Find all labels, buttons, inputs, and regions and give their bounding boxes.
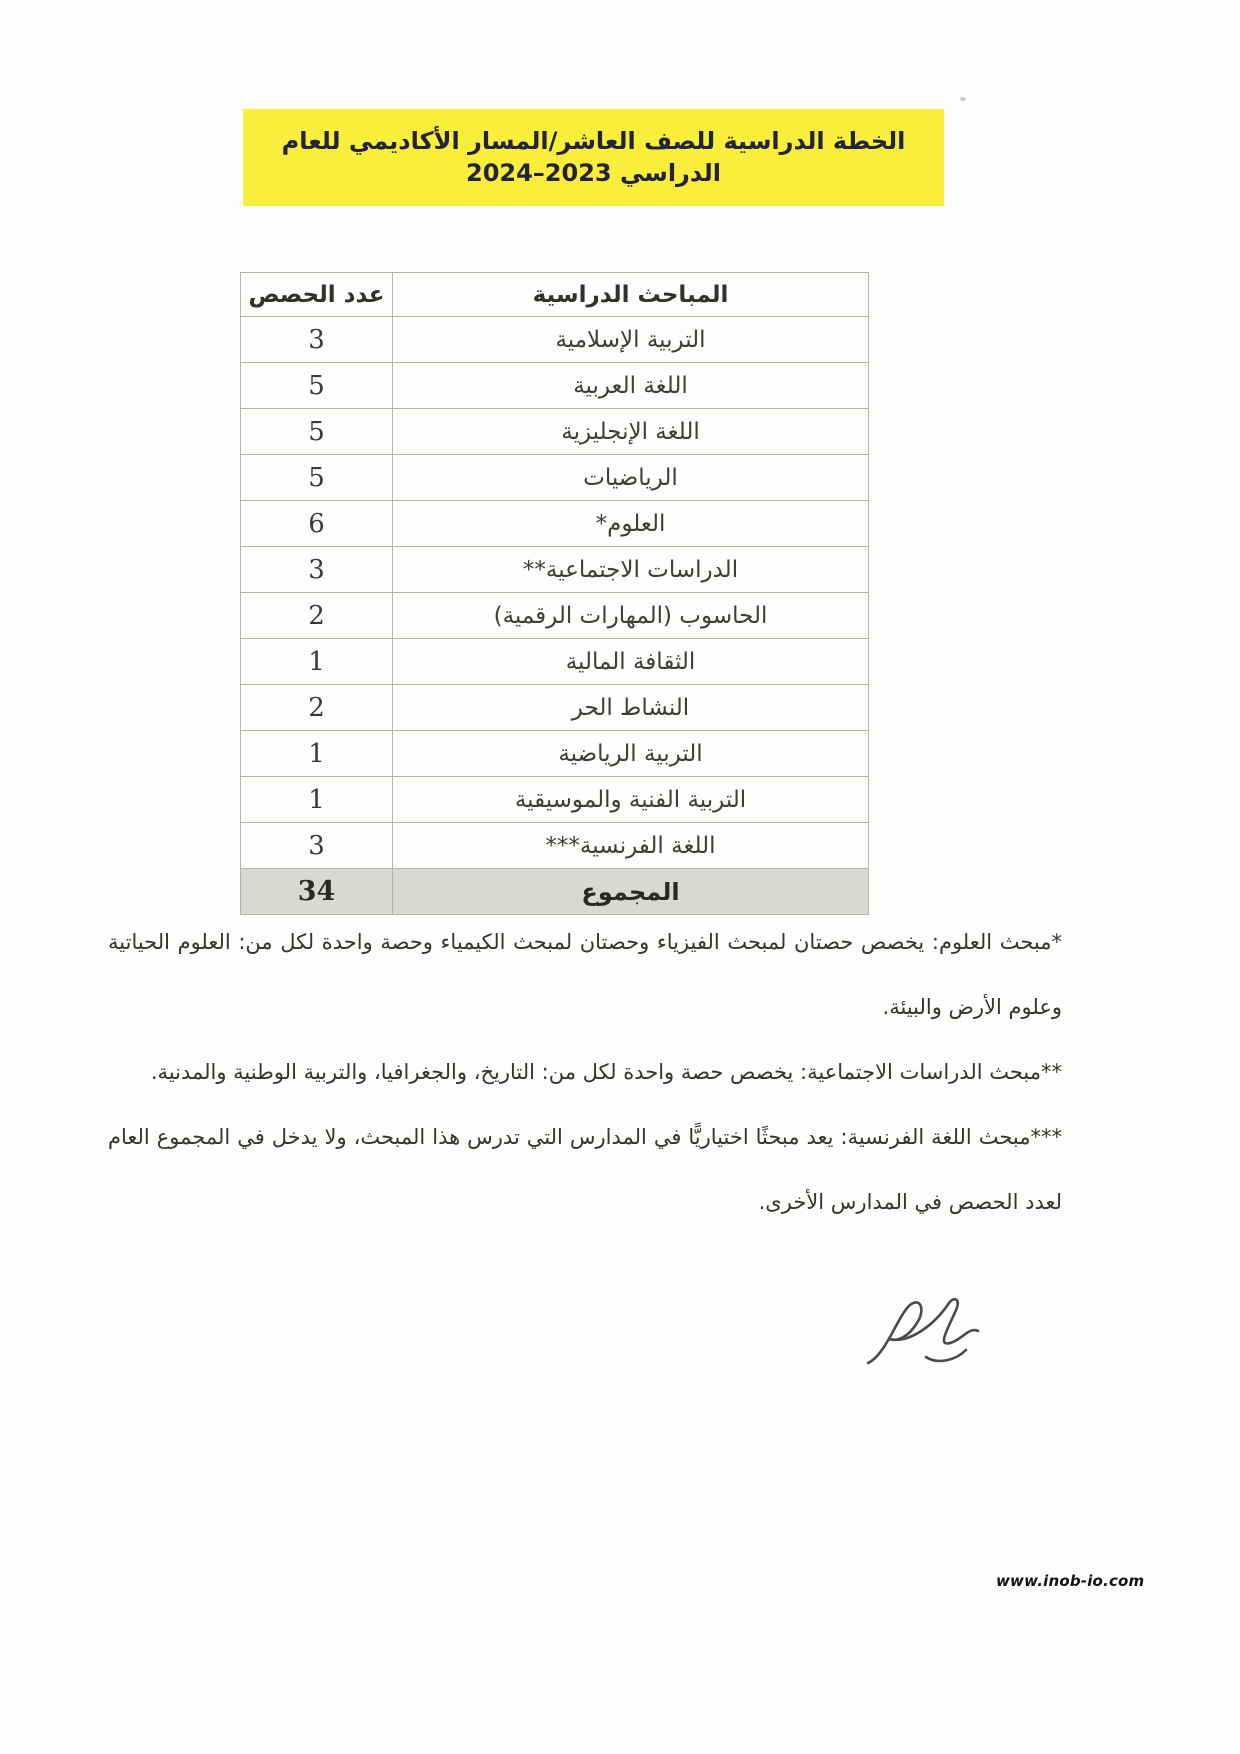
subject-cell: اللغة الإنجليزية <box>393 409 869 455</box>
document-title-highlight <box>243 109 944 206</box>
subject-cell: التربية الفنية والموسيقية <box>393 777 869 823</box>
periods-cell: 5 <box>241 455 393 501</box>
periods-cell: 3 <box>241 317 393 363</box>
table-row <box>241 823 869 869</box>
watermark-text: www.inob-io.com <box>996 1572 1145 1590</box>
periods-cell: 5 <box>241 363 393 409</box>
periods-cell: 1 <box>241 639 393 685</box>
subject-cell: الثقافة المالية <box>393 639 869 685</box>
periods-cell: 3 <box>241 823 393 869</box>
periods-cell: 1 <box>241 731 393 777</box>
signature <box>858 1283 998 1383</box>
subject-cell: النشاط الحر <box>393 685 869 731</box>
periods-cell: 1 <box>241 777 393 823</box>
table-row <box>241 455 869 501</box>
scan-speck <box>960 97 966 101</box>
document-title: الخطة الدراسية للصف العاشر/المسار الأكاديمي للعام الدراسي 2023–2024 <box>281 127 906 187</box>
subject-cell: اللغة العربية <box>393 363 869 409</box>
total-value-cell: 34 <box>241 869 393 915</box>
footnote-french: ***مبحث اللغة الفرنسية: يعد مبحثًا اختياريًّا في المدارس التي تدرس هذا المبحث، ولا يدخل في المجموع العام لعدد الحصص في المدارس الأخرى. <box>108 1125 1062 1214</box>
table-row <box>241 317 869 363</box>
table-row <box>241 363 869 409</box>
table-row <box>241 731 869 777</box>
periods-cell: 2 <box>241 685 393 731</box>
subject-cell: الحاسوب (المهارات الرقمية) <box>393 593 869 639</box>
periods-cell: 6 <box>241 501 393 547</box>
table-row <box>241 777 869 823</box>
study-plan-table <box>240 272 869 915</box>
table-row <box>241 639 869 685</box>
total-label-cell: المجموع <box>393 869 869 915</box>
table-row <box>241 547 869 593</box>
subject-cell: التربية الرياضية <box>393 731 869 777</box>
subject-cell: العلوم* <box>393 501 869 547</box>
subject-cell: الرياضيات <box>393 455 869 501</box>
subject-cell: التربية الإسلامية <box>393 317 869 363</box>
table-row <box>241 685 869 731</box>
periods-cell: 3 <box>241 547 393 593</box>
subjects-column-header: المباحث الدراسية <box>393 273 869 317</box>
subject-cell: اللغة الفرنسية*** <box>393 823 869 869</box>
footnote-social-studies: **مبحث الدراسات الاجتماعية: يخصص حصة واحدة لكل من: التاريخ، والجغرافيا، والتربية الوطنية والمدنية. <box>150 1060 1062 1084</box>
periods-column-header: عدد الحصص <box>241 273 393 317</box>
footnotes-section <box>108 910 1062 1235</box>
subject-cell: الدراسات الاجتماعية** <box>393 547 869 593</box>
table-row <box>241 501 869 547</box>
table-header-row <box>241 273 869 317</box>
table-row <box>241 409 869 455</box>
table-total-row <box>241 869 869 915</box>
periods-cell: 5 <box>241 409 393 455</box>
periods-cell: 2 <box>241 593 393 639</box>
table-row <box>241 593 869 639</box>
footnote-science: *مبحث العلوم: يخصص حصتان لمبحث الفيزياء وحصتان لمبحث الكيمياء وحصة واحدة لكل من: العلوم الحياتية وعلوم الأرض والبيئة. <box>108 930 1062 1019</box>
